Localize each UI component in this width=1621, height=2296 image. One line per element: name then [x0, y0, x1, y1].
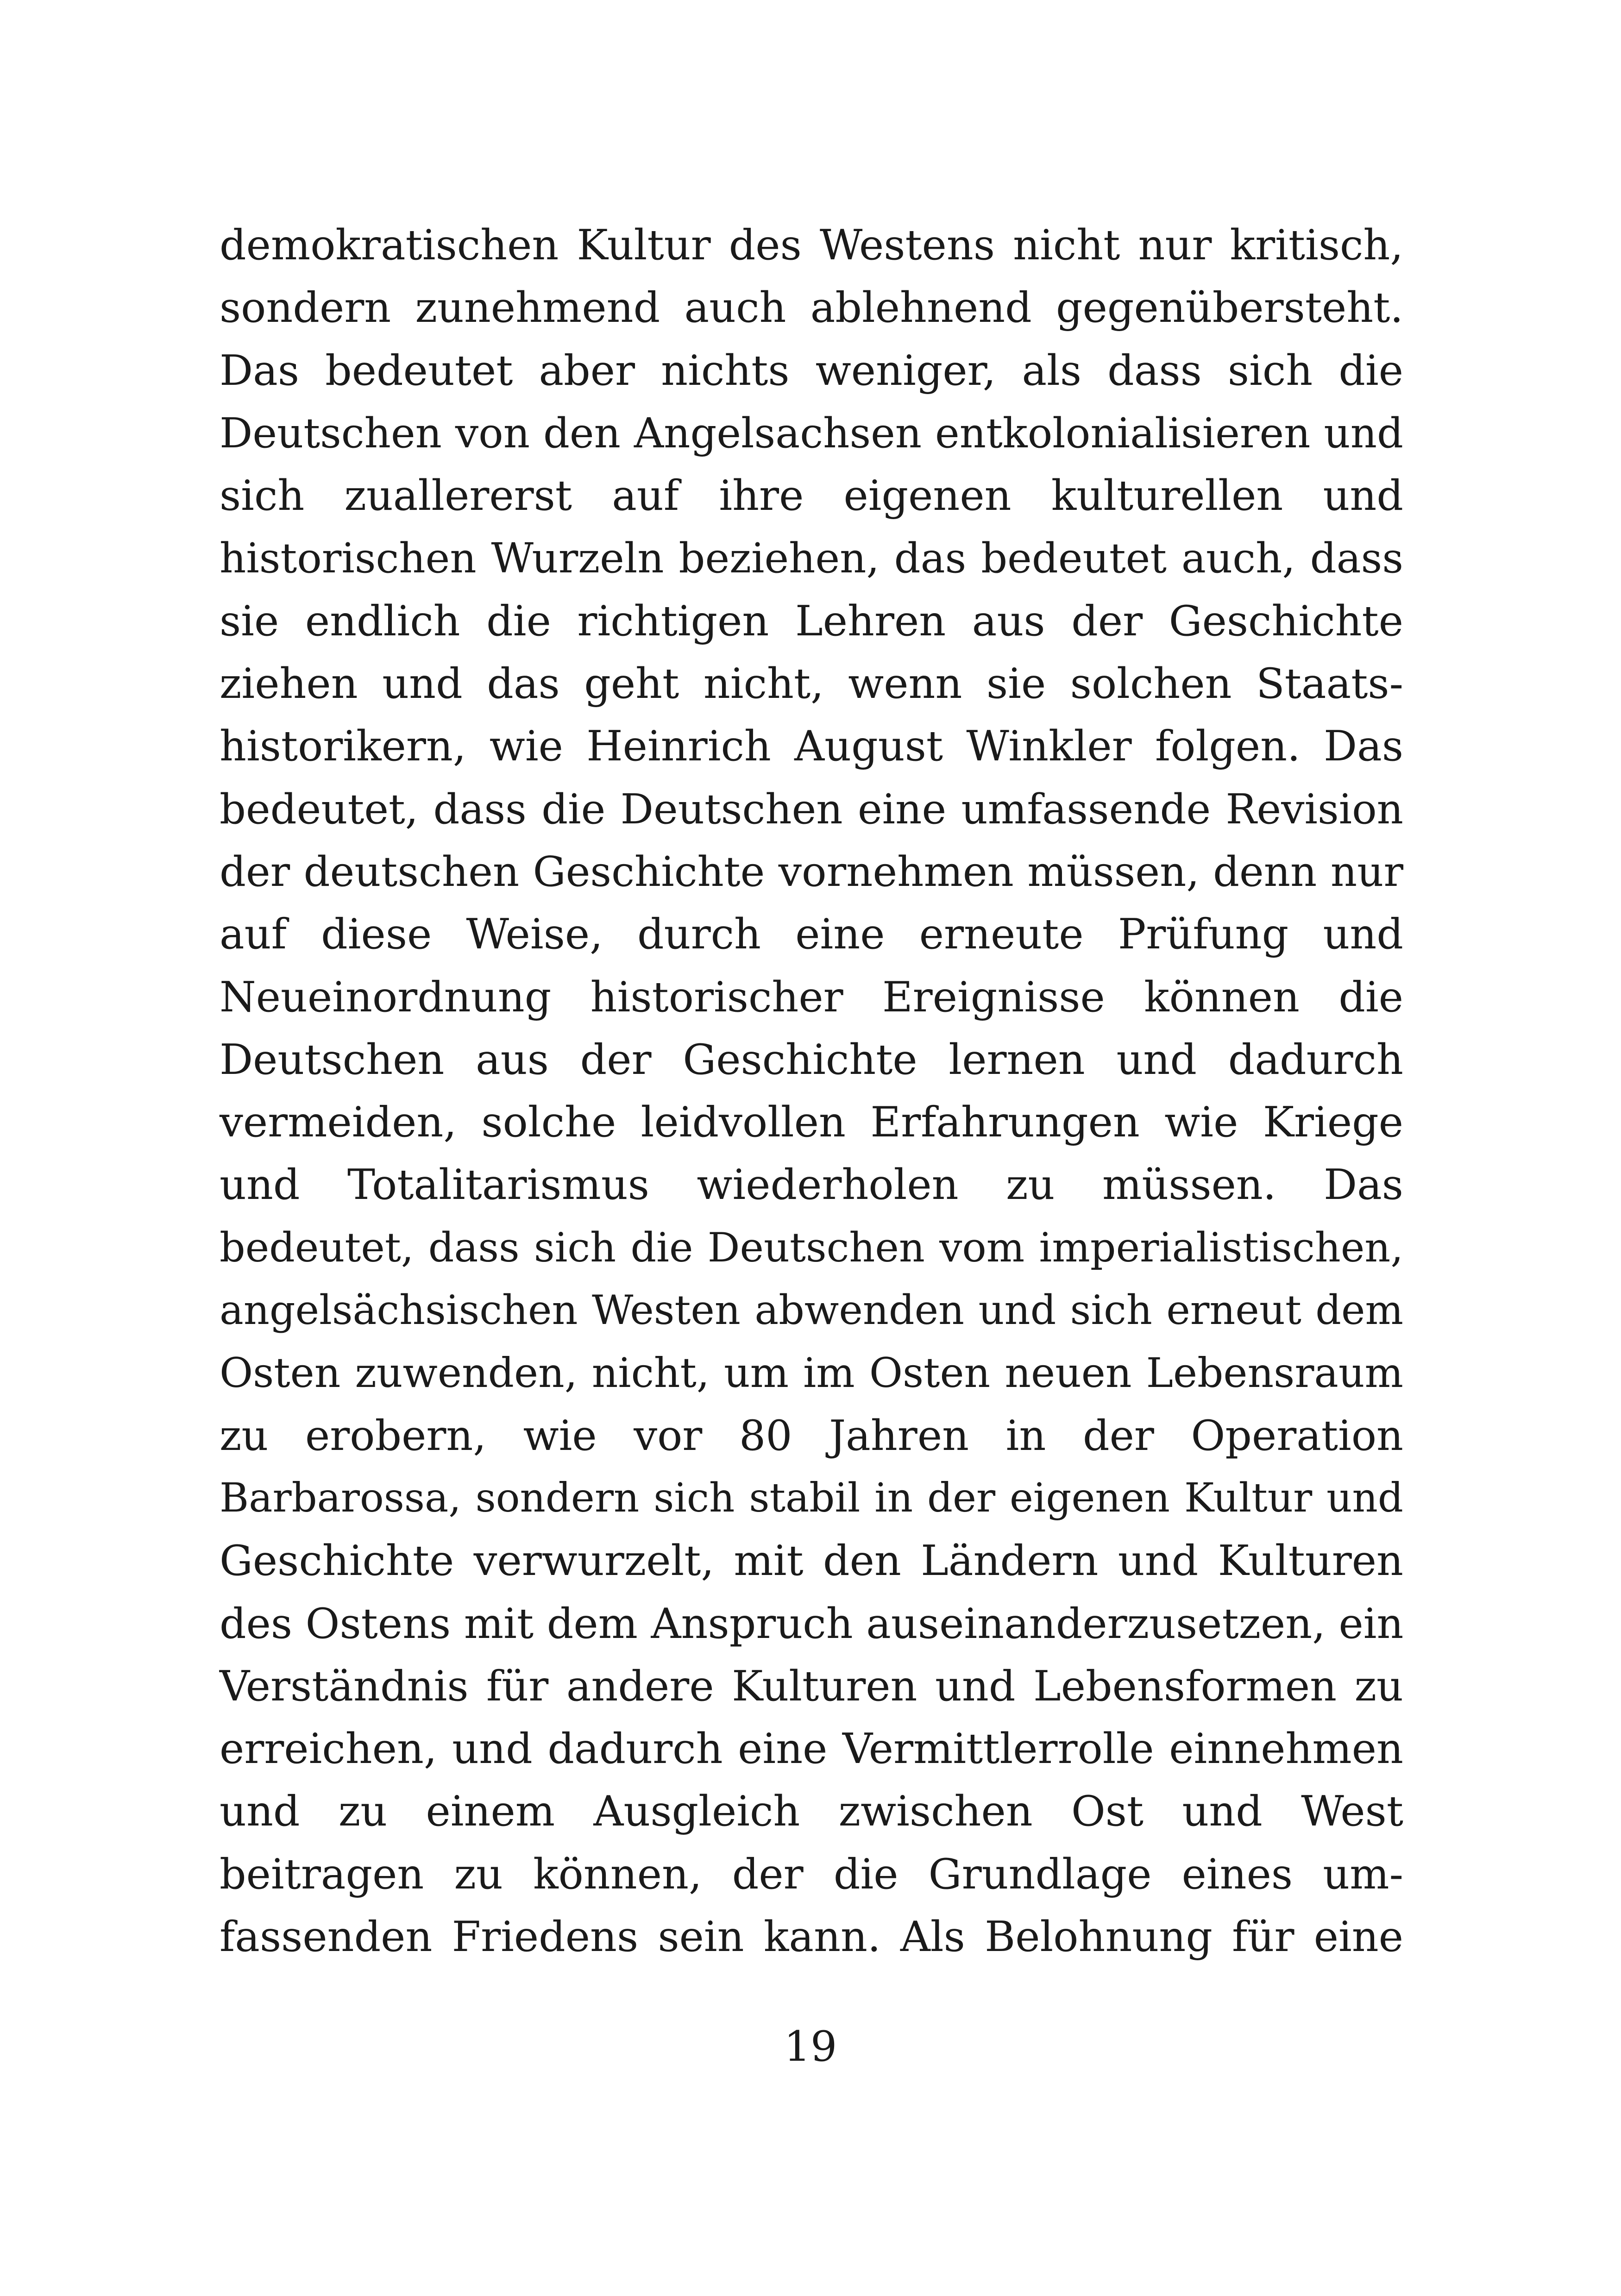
text-line: und zu einem Ausgleich zwischen Ost und West [220, 1787, 1403, 1836]
text-line: sie endlich die richtigen Lehren aus der Geschichte [220, 596, 1403, 646]
text-line: vermeiden, solche leidvollen Erfahrungen wie Kriege [220, 1098, 1403, 1147]
text-line: bedeutet, dass sich die Deutschen vom imperialistischen, [220, 1223, 1403, 1271]
text-line: und Totalitarismus wiederholen zu müssen. Das [220, 1161, 1403, 1210]
text-line: historikern, wie Heinrich August Winkler folgen. Das [220, 722, 1403, 771]
text-line: Neueinordnung historischer Ereignisse können die [220, 972, 1403, 1022]
text-line: erreichen, und dadurch eine Vermittlerrolle einnehmen [220, 1725, 1403, 1774]
text-line: beitragen zu können, der die Grundlage eines um- [220, 1850, 1403, 1899]
body-text [220, 214, 1403, 1968]
text-line: Verständnis für andere Kulturen und Lebensformen zu [220, 1662, 1403, 1711]
text-line: angelsächsischen Westen abwenden und sich erneut dem [220, 1286, 1403, 1334]
text-line: fassenden Friedens sein kann. Als Belohnung für eine [220, 1913, 1403, 1962]
text-line: der deutschen Geschichte vornehmen müssen, denn nur [220, 847, 1403, 896]
text-line: Deutschen aus der Geschichte lernen und dadurch [220, 1035, 1403, 1084]
text-line: Osten zuwenden, nicht, um im Osten neuen Lebensraum [220, 1349, 1403, 1397]
page-number: 19 [784, 2022, 837, 2071]
text-line: sich zuallererst auf ihre eigenen kulturellen und [220, 471, 1403, 521]
text-line: Barbarossa, sondern sich stabil in der eigenen Kultur und [220, 1474, 1403, 1521]
text-line: Geschichte verwurzelt, mit den Ländern und Kulturen [220, 1537, 1403, 1586]
text-line: zu erobern, wie vor 80 Jahren in der Operation [220, 1411, 1403, 1460]
text-line: bedeutet, dass die Deutschen eine umfassende Revision [220, 784, 1403, 833]
text-line: ziehen und das geht nicht, wenn sie solchen Staats- [220, 659, 1403, 709]
text-line: Das bedeutet aber nichts weniger, als dass sich die [220, 346, 1403, 395]
text-line: sondern zunehmend auch ablehnend gegenübersteht. [220, 283, 1403, 332]
text-line: Deutschen von den Angelsachsen entkolonialisieren und [220, 408, 1403, 457]
text-line: historischen Wurzeln beziehen, das bedeutet auch, dass [220, 534, 1403, 583]
text-line: demokratischen Kultur des Westens nicht nur kritisch, [220, 221, 1403, 270]
text-line: des Ostens mit dem Anspruch auseinanderzusetzen, ein [220, 1599, 1404, 1648]
text-line: auf diese Weise, durch eine erneute Prüfung und [220, 910, 1403, 959]
